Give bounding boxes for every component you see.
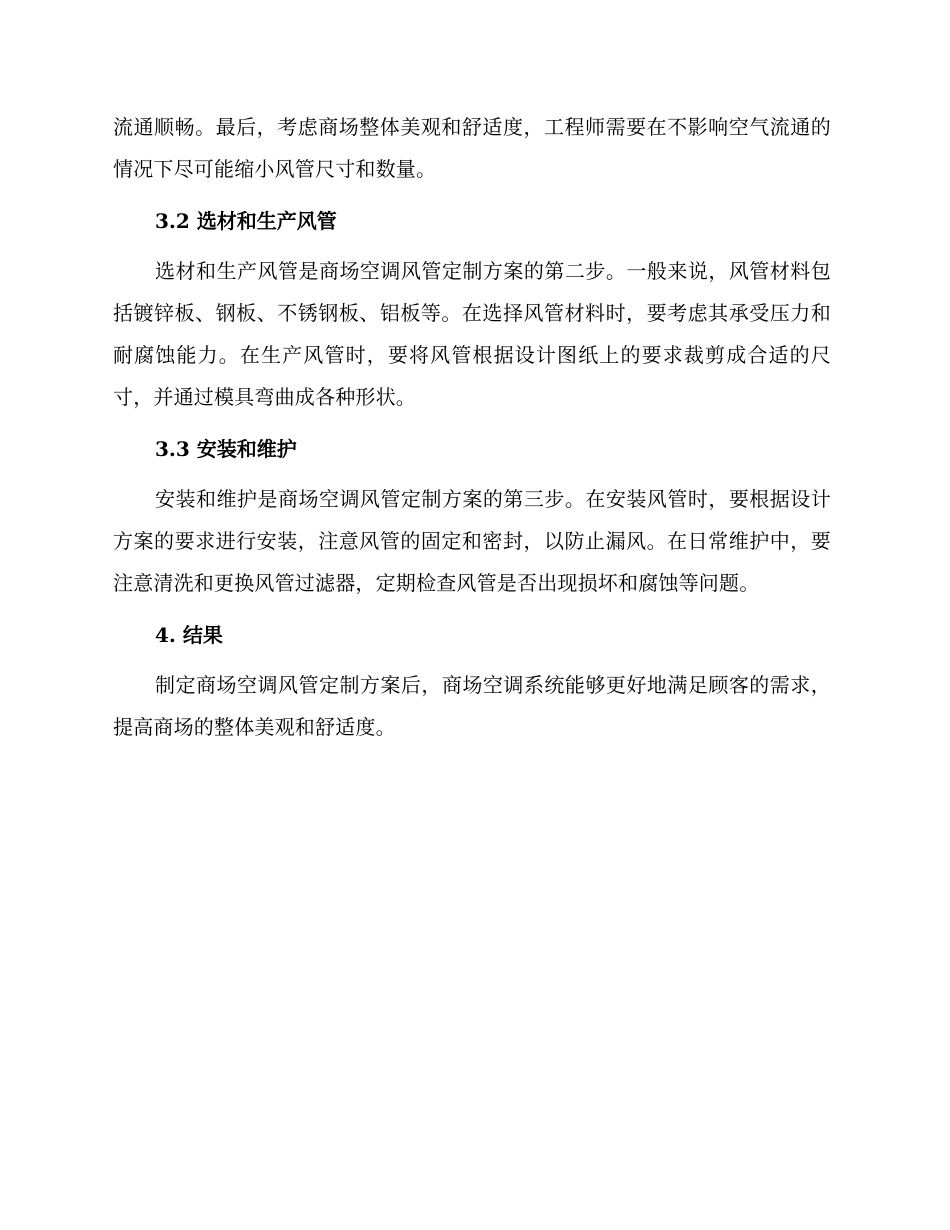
- section-paragraph-3-2: 选材和生产风管是商场空调风管定制方案的第二步。一般来说，风管材料包括镀锌板、钢板、不锈钢板、铝板等。在选择风管材料时，要考虑其承受压力和耐腐蚀能力。在生产风管时，要将风管根据设计图纸上的要求裁剪成合适的尺寸，并通过模具弯曲成各种形状。: [113, 259, 831, 409]
- section-paragraph-4: 制定商场空调风管定制方案后，商场空调系统能够更好地满足顾客的需求，提高商场的整体美观和舒适度。: [113, 673, 831, 739]
- intro-paragraph: 流通顺畅。最后，考虑商场整体美观和舒适度，工程师需要在不影响空气流通的情况下尽可能缩小风管尺寸和数量。: [113, 115, 831, 181]
- spacer: [113, 418, 831, 428]
- document-body: [113, 106, 831, 748]
- spacer: [113, 190, 831, 200]
- section-heading-3-3: 3.3 安装和维护: [155, 437, 297, 461]
- spacer: [113, 242, 831, 250]
- spacer: [113, 604, 831, 614]
- section-paragraph-3-3: 安装和维护是商场空调风管定制方案的第三步。在安装风管时，要根据设计方案的要求进行安装，注意风管的固定和密封，以防止漏风。在日常维护中，要注意清洗和更换风管过滤器，定期检查风管是否出现损坏和腐蚀等问题。: [113, 487, 831, 595]
- spacer: [113, 656, 831, 664]
- spacer: [113, 470, 831, 478]
- section-heading-4: 4. 结果: [155, 623, 223, 647]
- section-heading-3-2: 3.2 选材和生产风管: [155, 209, 337, 233]
